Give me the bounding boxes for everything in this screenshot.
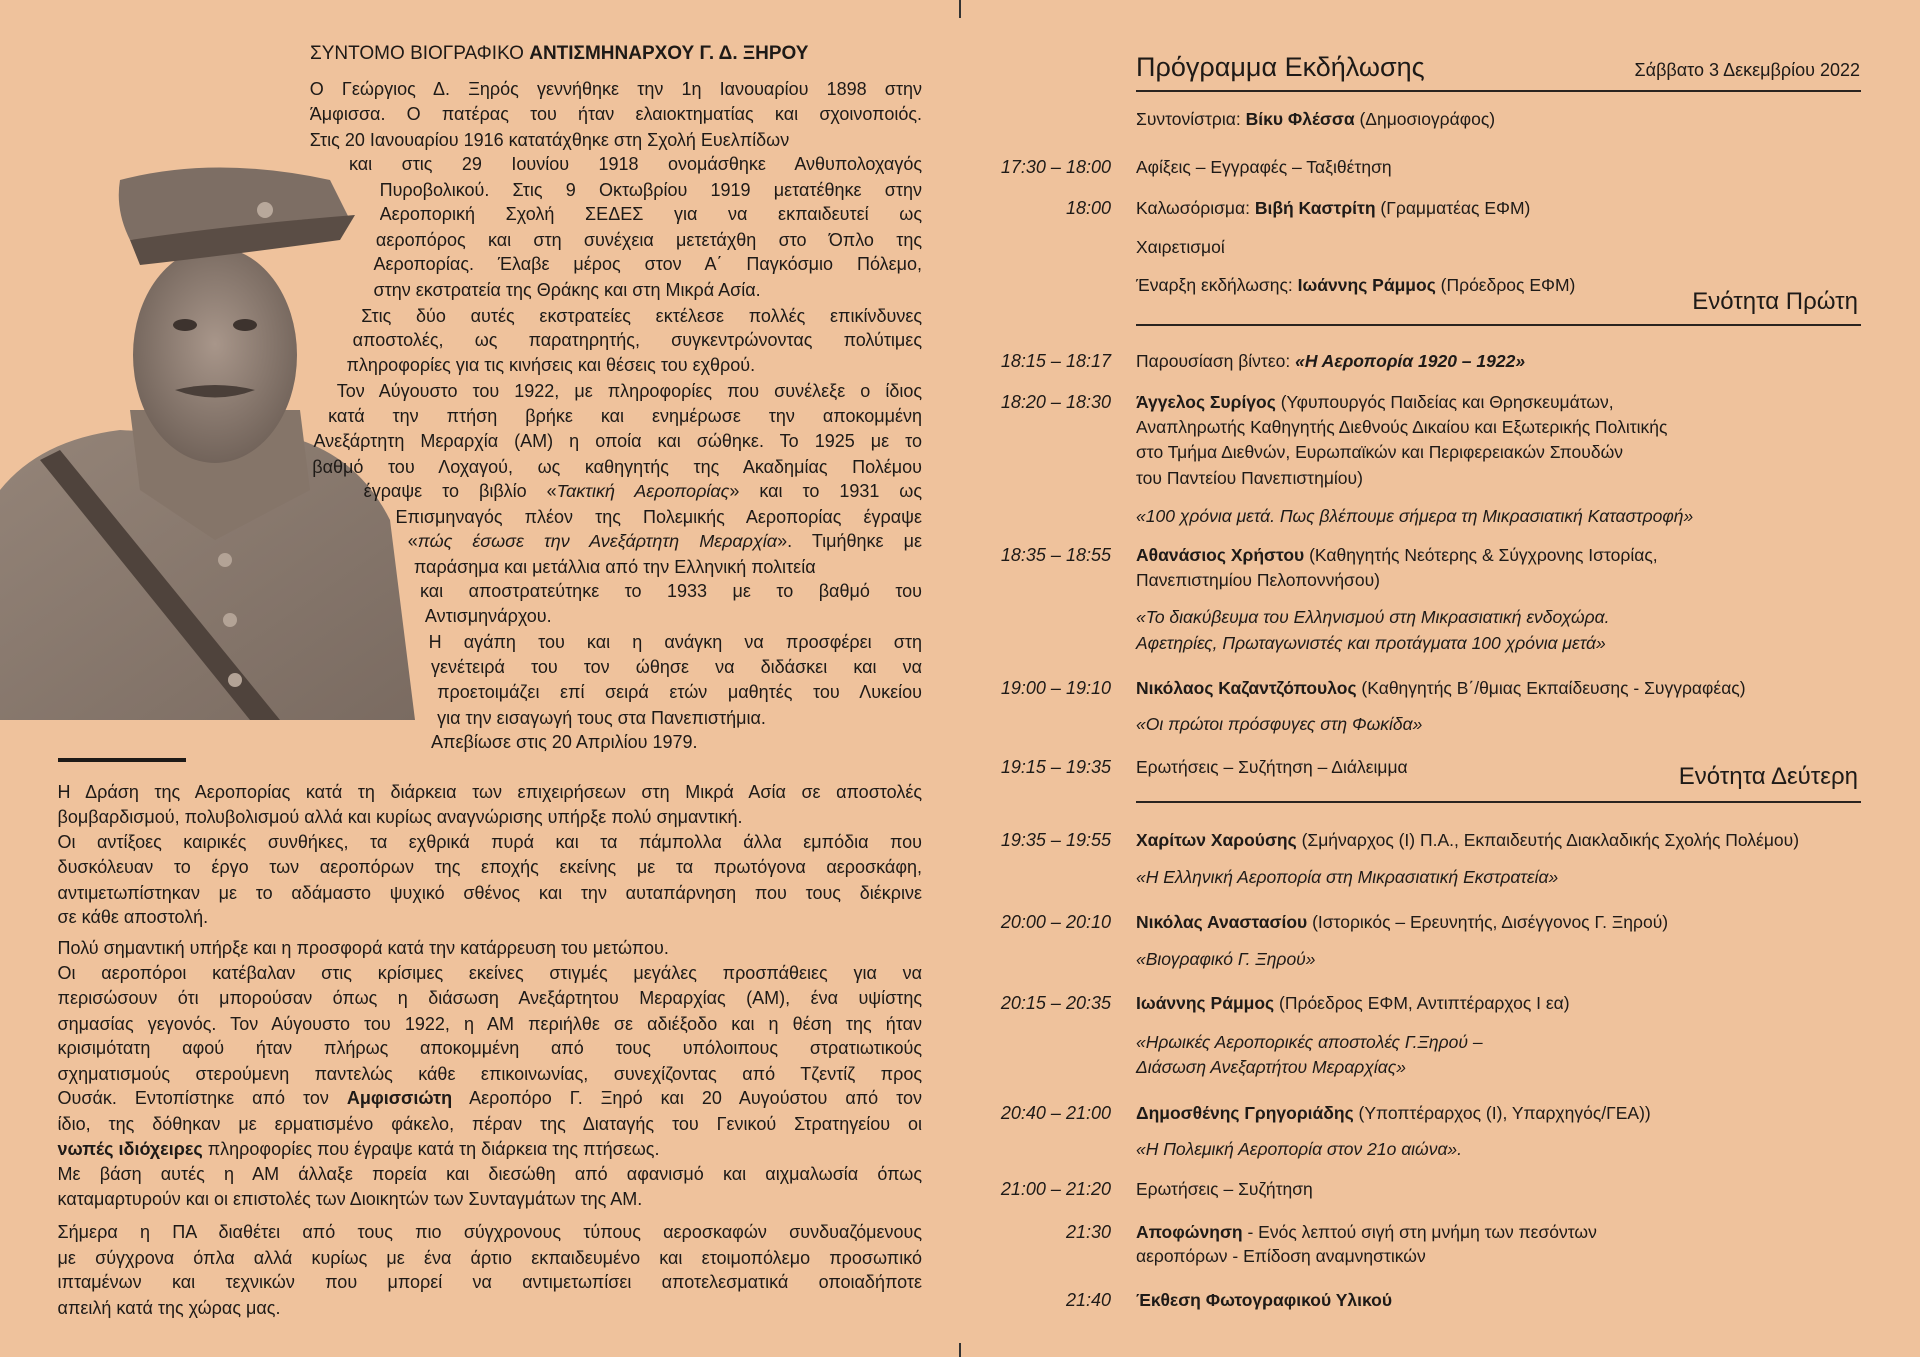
- program-time: 17:30 – 18:00: [1000, 156, 1111, 177]
- text-segment: «Η Πολεμική Αεροπορία στον 21ο αιώνα».: [1136, 1138, 1463, 1159]
- text-segment: Νικόλας Αναστασίου: [1136, 912, 1308, 933]
- program-line: Πανεπιστημίου Πελοποννήσου): [1136, 570, 1380, 591]
- text-segment: Συντονίστρια:: [1136, 109, 1246, 129]
- text-segment: έγραψε το βιβλίο «: [363, 481, 557, 502]
- history-line: σχηματισμούς στερούμενη παντελώς κάθε επικοινωνίας, συνεχίζοντας από Τζεντίζ προς: [57, 1063, 923, 1084]
- program-time: 18:20 – 18:30: [1000, 391, 1111, 412]
- text-segment: Βίκυ Φλέσσα: [1245, 109, 1355, 129]
- program-line: Αναπληρωτής Καθηγητής Διεθνούς Δικαίου και Εξωτερικής Πολιτικής: [1136, 417, 1668, 438]
- section-2-heading: Ενότητα Δεύτερη: [1678, 763, 1858, 790]
- bio-title-bold: ΑΝΤΙΣΜΗΝΑΡΧΟΥ Γ. Δ. ΞΗΡΟΥ: [529, 43, 809, 64]
- text-segment: (Καθηγητής Β΄/θμιας Εκπαίδευσης - Συγγραφέας): [1356, 678, 1746, 699]
- bio-line: Στις δύο αυτές εκστρατείες εκτέλεσε πολλές επικίνδυνες: [361, 305, 923, 326]
- history-line: με σύγχρονα όπλα αλλά κυρίως με ένα άρτιο εκπαιδευμένο και ετοιμοπόλεμο προσωπικό: [57, 1247, 923, 1268]
- text-segment: Νικόλαος Καζαντζόπουλος: [1136, 678, 1357, 699]
- program-line: [1136, 504, 1693, 528]
- program-line: Ερωτήσεις – Συζήτηση – Διάλειμμα: [1136, 756, 1408, 777]
- bio-line: στην εκστρατεία της Θράκης και στη Μικρά Ασία.: [373, 280, 761, 301]
- history-line: Με βάση αυτές η ΑΜ άλλαξε πορεία και διεσώθη από αφανισμό και αιχμαλωσία όπως: [57, 1164, 923, 1185]
- history-line: κρισιμότατη αφού ήταν πλήρως αποκομμένη από τους υπόλοιπους στρατιωτικούς: [57, 1038, 923, 1059]
- program-time: 20:40 – 21:00: [1000, 1103, 1111, 1124]
- history-line: Πολύ σημαντική υπήρξε και η προσφορά κατά την κατάρρευση του μετώπου.: [57, 937, 669, 958]
- text-segment: ». Τιμήθηκε με: [777, 531, 923, 552]
- bio-line: αποστολές, ως παρατηρητής, συγκεντρώνοντας πολύτιμες: [352, 330, 923, 351]
- program-time: 18:15 – 18:17: [1000, 351, 1111, 372]
- program-line: [1136, 1137, 1462, 1161]
- section-1-rule: [1136, 324, 1861, 326]
- bio-line: βαθμό του Λοχαγού, ως καθηγητής της Ακαδημίας Πολέμου: [312, 456, 923, 477]
- text-segment: Δημοσθένης Γρηγοριάδης: [1136, 1103, 1354, 1124]
- bio-line: παράσημα και μετάλλια από την Ελληνική πολιτεία: [413, 556, 816, 577]
- bio-line: [364, 479, 922, 503]
- text-segment: νωπές ιδιόχειρες: [57, 1138, 203, 1159]
- program-line: αεροπόρων - Επίδοση αναμνηστικών: [1136, 1246, 1426, 1267]
- text-segment: Αμφισσιώτη: [346, 1088, 453, 1109]
- bio-line: Άμφισσα. Ο πατέρας του ήταν ελαιοκτηματίας και σχοινοποιός.: [309, 103, 923, 124]
- history-line: σε κάθε αποστολή.: [57, 907, 209, 928]
- bio-line: Η αγάπη του και η ανάγκη να προσφέρει στη: [428, 631, 923, 652]
- program-line: [1136, 1288, 1392, 1312]
- text-segment: Παρουσίαση βίντεο:: [1136, 351, 1296, 372]
- text-segment: «Οι πρώτοι πρόσφυγες στη Φωκίδα»: [1136, 713, 1423, 734]
- text-segment: Διάσωση Ανεξαρτήτου Μεραρχίας»: [1136, 1056, 1406, 1077]
- text-segment: Αεροπόρο Γ. Ξηρό και 20 Αυγούστου από τον: [452, 1088, 923, 1109]
- text-segment: (Καθηγητής Νεότερης & Σύγχρονης Ιστορίας,: [1304, 544, 1658, 565]
- history-line: ιπταμένων και τεχνικών που μπορεί να αντιμετωπίσει αποτελεσματικά οποιαδήποτε: [57, 1272, 923, 1293]
- text-segment: Αποφώνηση: [1136, 1221, 1243, 1242]
- program-line: Χαιρετισμοί: [1136, 237, 1225, 258]
- program-line: [1136, 676, 1746, 700]
- program-line: [1136, 349, 1525, 373]
- program-line: Ερωτήσεις – Συζήτηση: [1136, 1178, 1313, 1199]
- text-segment: - Ενός λεπτού σιγή στη μνήμη των πεσόντων: [1242, 1221, 1597, 1242]
- program-line: [1136, 828, 1799, 852]
- program-line: [1136, 1220, 1597, 1244]
- text-segment: «Βιογραφικό Γ. Ξηρού»: [1136, 948, 1316, 969]
- coordinator: [1136, 107, 1495, 131]
- bio-line: Ανεξάρτητη Μεραρχία (ΑΜ) η οποία και σώθηκε. Το 1925 με το: [313, 430, 923, 451]
- program-line: [1136, 865, 1558, 889]
- text-segment: (Γραμματέας ΕΦΜ): [1375, 198, 1531, 219]
- bio-line: κατά την πτήση βρήκε και ενημέρωσε την αποκομμένη: [328, 406, 923, 427]
- text-segment: «: [407, 531, 418, 552]
- program-date: Σάββατο 3 Δεκεμβρίου 2022: [1634, 60, 1860, 80]
- program-time: 20:00 – 20:10: [1000, 912, 1111, 933]
- program-line: [1136, 631, 1606, 655]
- bio-line: και στις 29 Ιουνίου 1918 ονομάσθηκε Ανθυπολοχαγός: [348, 154, 923, 175]
- history-line: δυσκόλευαν το έργο των αεροπόρων της εποχής εκείνης με τα πρωτόγονα αεροσκάφη,: [57, 856, 923, 877]
- program-line: [1136, 605, 1609, 629]
- program-line: [1136, 1055, 1406, 1079]
- program-line: του Παντείου Πανεπιστημίου): [1136, 467, 1363, 488]
- text-segment: (Σμήναρχος (Ι) Π.Α., Εκπαιδευτής Διακλαδικής Σχολής Πολέμου): [1296, 830, 1800, 850]
- program-line: [1136, 991, 1570, 1015]
- history-line: Σήμερα η ΠΑ διαθέτει από τους πιο σύγχρονους τύπους αεροσκαφών συνδυαζόμενους: [57, 1221, 923, 1242]
- bio-title: [310, 43, 808, 65]
- bio-title-plain: ΣΥΝΤΟΜΟ ΒΙΟΓΡΑΦΙΚΟ: [310, 43, 530, 64]
- text-segment: (Υποπτέραρχος (Ι), Υπαρχηγός/ΓΕΑ)): [1353, 1103, 1651, 1124]
- text-segment: Καλωσόρισμα:: [1136, 198, 1255, 219]
- program-time: 21:00 – 21:20: [1000, 1178, 1111, 1199]
- bio-line: Αντισμηνάρχου.: [424, 605, 552, 626]
- text-segment: Έκθεση Φωτογραφικού Υλικού: [1136, 1290, 1393, 1311]
- text-segment: (Ιστορικός – Ερευνητής, Δισέγγονος Γ. Ξηρού): [1307, 912, 1669, 933]
- history-line: αντιμετωπίστηκαν με το αδάμαστο ψυχικό σθένος και την αυταπάρνηση που τους διέκρινε: [57, 882, 923, 903]
- bio-line: Ο Γεώργιος Δ. Ξηρός γεννήθηκε την 1η Ιανουαρίου 1898 στην: [309, 79, 923, 100]
- history-line: ίδιο, της δόθηκαν με ερματισμένο φάκελο, πέραν της Διαταγής του Γενικού Στρατηγείου οι: [57, 1114, 923, 1135]
- text-segment: Έναρξη εκδήλωσης:: [1136, 275, 1298, 296]
- history-line: Οι αεροπόροι κατέβαλαν στις κρίσιμες εκείνες στιγμές μεγάλες προσπάθειες για να: [57, 963, 923, 984]
- history-line: Η Δράση της Αεροπορίας κατά τη διάρκεια των επιχειρήσεων στη Μικρά Ασία σε αποστολές: [57, 782, 923, 803]
- text-segment: Άγγελος Συρίγος: [1136, 391, 1276, 412]
- history-line: [58, 1086, 922, 1110]
- title-rule: [1136, 90, 1861, 92]
- text-segment: πληροφορίες που έγραψε κατά τη διάρκεια της πτήσεως.: [202, 1138, 660, 1159]
- program-line: [1136, 196, 1530, 220]
- bio-line: Επισμηναγός πλέον της Πολεμικής Αεροπορίας έγραψε: [395, 506, 923, 527]
- text-segment: (Πρόεδρος ΕΦΜ, Αντιπτέραρχος Ι εα): [1274, 992, 1570, 1013]
- program-line: [1136, 947, 1316, 971]
- history-line: σημασίας γεγονός. Τον Αύγουστο του 1922, η ΑΜ περιήλθε σε αδιέξοδο και η θέση της ήταν: [57, 1013, 923, 1034]
- program-line: [1136, 543, 1658, 567]
- bio-line: προετοιμάζει επί σειρά ετών μαθητές του Λυκείου: [437, 681, 923, 702]
- program-time: 21:30: [1065, 1221, 1111, 1242]
- history-line: απειλή κατά της χώρας μας.: [57, 1297, 281, 1318]
- program-time: 19:00 – 19:10: [1000, 678, 1111, 699]
- text-segment: Βιβή Καστρίτη: [1254, 198, 1376, 219]
- bio-line: πληροφορίες για τις κινήσεις και θέσεις του εχθρού.: [346, 354, 756, 375]
- text-segment: » και το 1931 ως: [729, 481, 923, 502]
- bio-line: [408, 529, 922, 553]
- bio-line: Στις 20 Ιανουαρίου 1916 κατατάχθηκε στη Σχολή Ευελπίδων: [309, 129, 790, 150]
- history-line: περισώσουν ότι μπορούσαν όπως η διάσωση Ανεξάρτητου Μεραρχίας (ΑΜ), ένα υψίστης: [57, 987, 923, 1008]
- text-segment: (Πρόεδρος ΕΦΜ): [1435, 275, 1576, 296]
- program-line: [1136, 273, 1575, 297]
- program-time: 19:15 – 19:35: [1000, 756, 1111, 777]
- text-segment: πώς έσωσε την Ανεξάρτητη Μεραρχία: [417, 531, 778, 552]
- text-segment: «Η Αεροπορία 1920 – 1922»: [1295, 351, 1526, 372]
- history-line: βομβαρδισμού, πολυβολισμού αλλά και κυρίως αναγνώρισης υπήρξε πολύ σημαντική.: [57, 806, 743, 827]
- text-segment: Αθανάσιος Χρήστου: [1136, 544, 1305, 565]
- text-segment: Τακτική Αεροπορίας: [556, 481, 730, 502]
- text-segment: (Δημοσιογράφος): [1354, 109, 1496, 129]
- bio-line: γενέτειρά του τον ώθησε να διδάσκει και να: [431, 657, 923, 678]
- section-2-rule: [1136, 801, 1861, 803]
- program-time: 21:40: [1065, 1290, 1111, 1311]
- text-segment: Χαρίτων Χαρούσης: [1136, 830, 1297, 850]
- text-segment: Αφετηρίες, Πρωταγωνιστές και προτάγματα 100 χρόνια μετά»: [1136, 632, 1606, 653]
- bio-line: για την εισαγωγή τους στα Πανεπιστήμια.: [437, 707, 766, 728]
- program-line: Αφίξεις – Εγγραφές – Ταξιθέτηση: [1136, 156, 1392, 177]
- program-time: 18:35 – 18:55: [1000, 544, 1111, 565]
- text-segment: «100 χρόνια μετά. Πως βλέπουμε σήμερα τη Μικρασιατική Καταστροφή»: [1136, 505, 1694, 526]
- program-line: στο Τμήμα Διεθνών, Ευρωπαϊκών και Περιφερειακών Σπουδών: [1136, 441, 1623, 462]
- bio-line: Πυροβολικού. Στις 9 Οκτωβρίου 1919 μετατέθηκε στην: [379, 179, 923, 200]
- bio-line: και αποστρατεύτηκε το 1933 με το βαθμό του: [420, 581, 923, 602]
- program-time: 20:15 – 20:35: [1000, 992, 1111, 1013]
- bio-line: Απεβίωσε στις 20 Απριλίου 1979.: [431, 732, 698, 753]
- program-line: [1136, 1030, 1483, 1054]
- text-segment: «Η Ελληνική Αεροπορία στη Μικρασιατική Εκστρατεία»: [1136, 866, 1559, 887]
- program-time: 18:00: [1065, 198, 1111, 219]
- history-line: Οι αντίξοες καιρικές συνθήκες, τα εχθρικά πυρά και τα πάμπολλα άλλα εμπόδια που: [57, 832, 923, 853]
- fold-mark-top: [959, 0, 961, 18]
- history-line: [58, 1137, 922, 1161]
- bio-line: αεροπόρος και στη συνέχεια μετετάχθη στο Όπλο της: [375, 230, 923, 250]
- program-line: [1136, 1101, 1651, 1125]
- fold-mark-bottom: [959, 1343, 961, 1357]
- section-1-heading: Ενότητα Πρώτη: [1692, 288, 1858, 315]
- text-segment: Ιωάννης Ράμμος: [1136, 992, 1275, 1013]
- program-line: [1136, 390, 1614, 414]
- bio-line: Τον Αύγουστο του 1922, με πληροφορίες που συνέλεξε ο ίδιος: [336, 380, 923, 401]
- program-line: [1136, 910, 1668, 934]
- bio-line: Αεροπορίας. Έλαβε μέρος στον Α΄ Παγκόσμιο Πόλεμο,: [373, 254, 923, 275]
- text-segment: «Ηρωικές Αεροπορικές αποστολές Γ.Ξηρού –: [1136, 1032, 1483, 1053]
- text-segment: Ουσάκ. Εντοπίστηκε από τον: [57, 1088, 347, 1109]
- divider: [58, 758, 186, 762]
- program-title: Πρόγραμμα Εκδήλωσης: [1136, 52, 1425, 82]
- program-time: 19:35 – 19:55: [1000, 830, 1111, 850]
- text-segment: «Το διακύβευμα του Ελληνισμού στη Μικρασιατική ενδοχώρα.: [1136, 607, 1610, 628]
- program-line: [1136, 712, 1422, 736]
- bio-line: Αεροπορική Σχολή ΣΕΔΕΣ για να εκπαιδευτεί ως: [379, 204, 923, 225]
- text-segment: (Υφυπουργός Παιδείας και Θρησκευμάτων,: [1275, 391, 1614, 412]
- history-line: καταμαρτυρούν και οι επιστολές των Διοικητών των Συνταγμάτων της ΑΜ.: [57, 1188, 643, 1209]
- text-segment: Ιωάννης Ράμμος: [1297, 275, 1436, 296]
